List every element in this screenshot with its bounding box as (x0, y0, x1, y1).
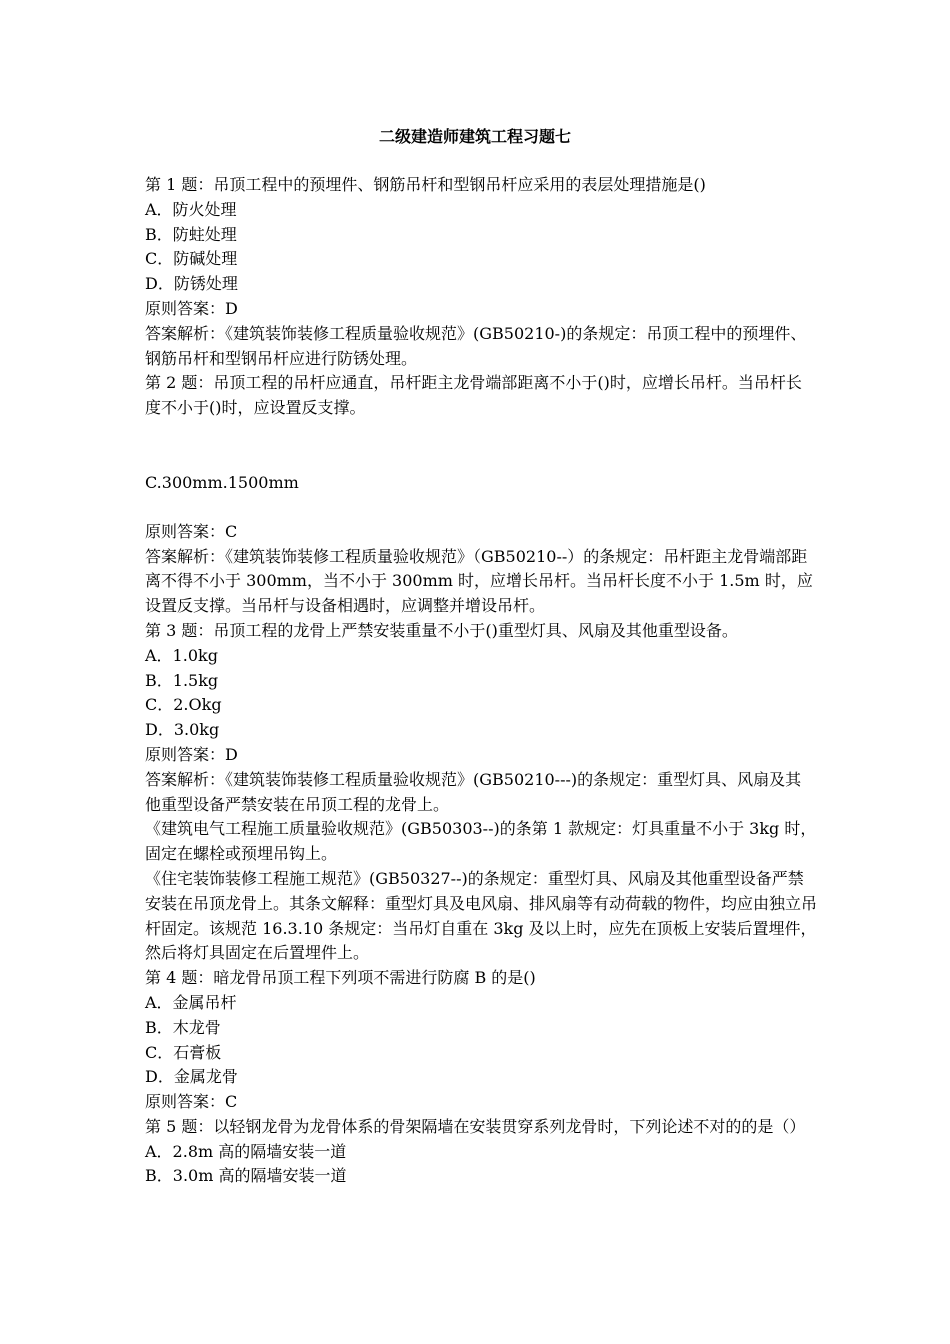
q5-option-b: B．3.0m 高的隔墙安装一道 (145, 1166, 347, 1186)
q3-note-electrical: 《建筑电气工程施工质量验收规范》(GB50303--)的条第 1 款规定：灯具重量不小于 3kg 时，固定在螺栓或预埋吊钩上。 (145, 819, 817, 864)
q3-answer: 原则答案：D (145, 744, 238, 764)
question-5: 第 5 题：以轻钢龙骨为龙骨体系的骨架隔墙在安装贯穿系列龙骨时，下列论述不对的的是（） (145, 1116, 806, 1136)
question-4: 第 4 题：暗龙骨吊顶工程下列项不需进行防腐 B 的是() (145, 968, 536, 988)
q1-option-c: C．防碱处理 (145, 249, 238, 269)
q4-answer: 原则答案：C (145, 1092, 238, 1112)
q3-option-b: B．1.5kg (145, 670, 219, 690)
q3-option-c: C．2.Okg (145, 695, 222, 715)
blank-space (145, 421, 817, 471)
q1-answer: 原则答案：D (145, 298, 238, 318)
q4-option-d: D．金属龙骨 (145, 1067, 238, 1087)
q4-option-a: A．金属吊杆 (145, 992, 237, 1012)
question-3: 第 3 题：吊顶工程的龙骨上严禁安装重量不小于()重型灯具、风扇及其他重型设备。 (145, 620, 738, 640)
question-2: 第 2 题：吊顶工程的吊杆应通直，吊杆距主龙骨端部距离不小于()时，应增长吊杆。当吊杆长度不小于()时，应设置反支撑。 (145, 373, 802, 418)
question-1: 第 1 题：吊顶工程中的预埋件、钢筋吊杆和型钢吊杆应采用的表层处理措施是() (145, 175, 706, 194)
document-body (145, 173, 817, 1189)
q3-analysis: 答案解析：《建筑装饰装修工程质量验收规范》(GB50210---)的条规定：重型灯具、风扇及其他重型设备严禁安装在吊顶工程的龙骨上。 (145, 769, 802, 814)
q3-option-a: A．1.0kg (145, 645, 218, 665)
q4-option-b: B．木龙骨 (145, 1017, 221, 1037)
q1-option-d: D．防锈处理 (145, 274, 238, 294)
q1-option-a: A．防火处理 (145, 199, 237, 219)
q2-analysis: 答案解析：《建筑装饰装修工程质量验收规范》（GB50210--）的条规定：吊杆距主龙骨端部距离不得不小于 300mm，当不小于 300mm 时，应增长吊杆。当吊杆长度不小于 1.5m 时，应设置反支撑。当吊杆与设备相遇时，应调整并增设吊杆。 (145, 546, 813, 616)
q1-analysis: 答案解析：《建筑装饰装修工程质量验收规范》(GB50210-)的条规定：吊顶工程中的预埋件、钢筋吊杆和型钢吊杆应进行防锈处理。 (145, 323, 807, 368)
q2-answer: 原则答案：C (145, 521, 238, 541)
q1-option-b: B．防蛀处理 (145, 224, 237, 244)
blank-space (145, 496, 817, 520)
q3-note-residential: 《住宅装饰装修工程施工规范》(GB50327--)的条规定：重型灯具、风扇及其他重型设备严禁安装在吊顶龙骨上。其条文解释：重型灯具及电风扇、排风扇等有动荷载的物件，均应由独立吊杆固定。该规范 16.3.10 条规定：当吊灯自重在 3kg 及以上时，应先在顶板上安装后置埋件，然后将灯具固定在后置埋件上。 (145, 868, 818, 963)
q4-option-c: C．石膏板 (145, 1042, 222, 1062)
q2-option-c: C.300mm.1500mm (145, 472, 299, 492)
q5-option-a: A．2.8m 高的隔墙安装一道 (145, 1141, 347, 1161)
q3-option-d: D．3.0kg (145, 720, 220, 740)
document-title: 二级建造师建筑工程习题七 (378, 127, 571, 146)
